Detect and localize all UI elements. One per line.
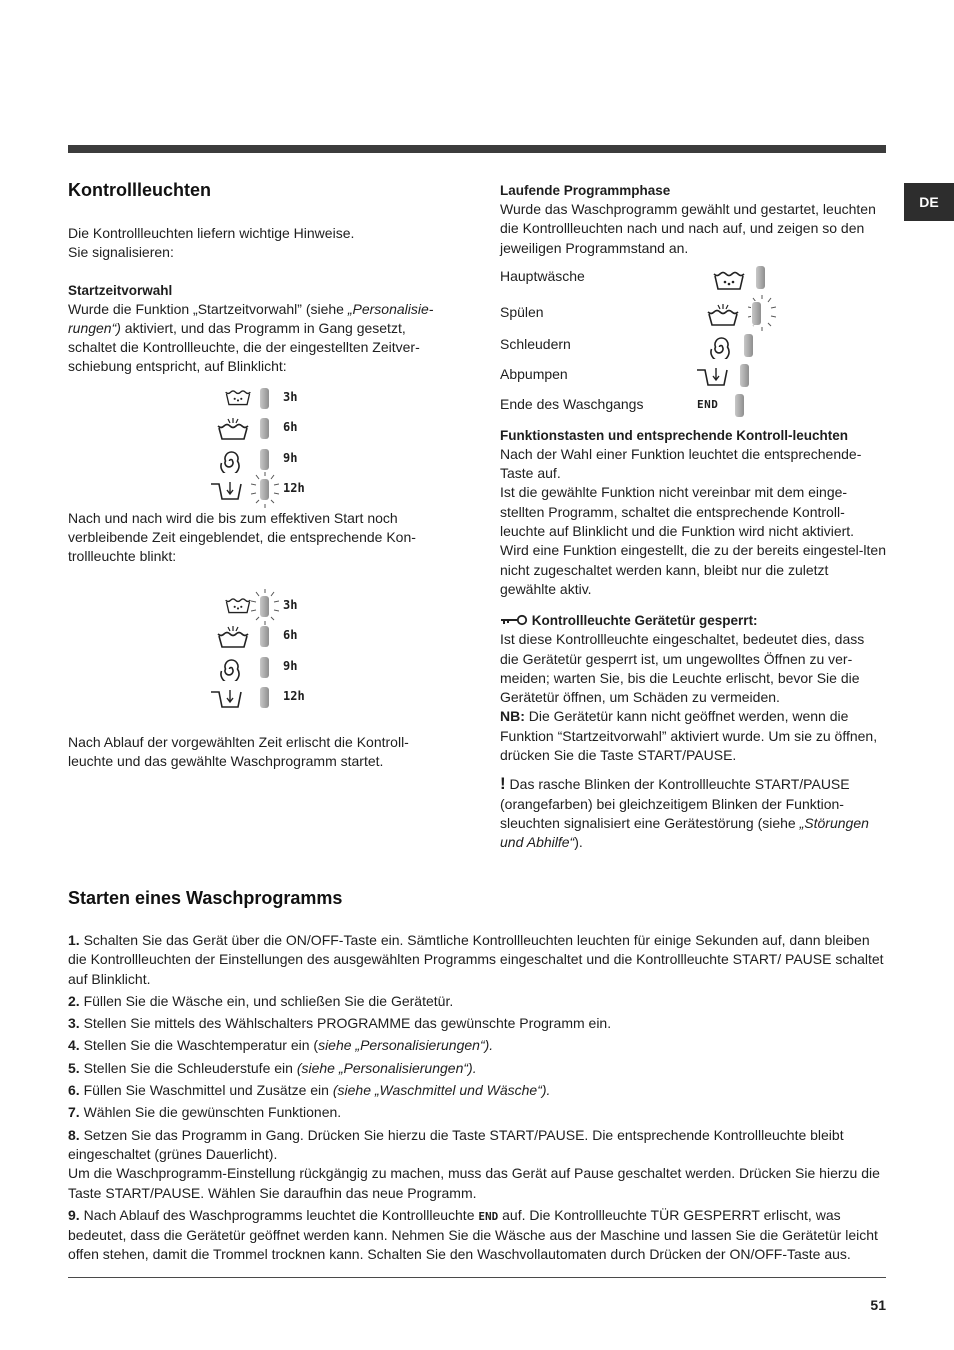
indicator-lamp [744, 334, 753, 357]
phase-label: Abpumpen [500, 365, 568, 382]
step-8-continuation: Um die Waschprogramm-Einstellung rückgängig zu machen, muss das Gerät auf Pause geschaltet werden. Drücken Sie hierzu die Taste START/PAUSE. Wählen Sie daraufhin das neue Programm. [68, 1165, 880, 1201]
phase-heading: Laufende Programmphase [500, 183, 671, 198]
indicator-lamp-blinking [260, 596, 269, 617]
right-column [500, 181, 886, 853]
indicator-lamp [260, 626, 269, 647]
indicator-lamp [260, 657, 269, 678]
warning-reference: „Störungen und Abhilfe“ [500, 814, 869, 851]
nb-paragraph [500, 707, 886, 765]
timer-label: 9h [283, 658, 298, 673]
timer2-row-3h [210, 593, 330, 624]
indicator-lamp [740, 364, 749, 387]
function-keys-heading: Funktionstasten und entsprechende Kontroll-leuchten [500, 427, 849, 443]
indicator-lamp-blinking [260, 479, 269, 500]
timer1-row-12h [210, 476, 330, 507]
indicator-lamp [260, 687, 269, 708]
warning-icon: ! [500, 774, 506, 794]
timer-label: 12h [283, 689, 305, 704]
drain-icon [210, 479, 244, 501]
spin-icon [214, 657, 248, 681]
door-lock-text: Ist diese Kontrollleuchte eingeschaltet, bedeutet dies, dass die Gerätetür gesperrt ist, um ungewolltes Öffnen zu ver-meiden; warten Sie, bis die Leuchte erlischt, bevor Sie die Gerätetür öffnen, um Schäden zu vermeiden. [500, 631, 865, 706]
timer-label: 12h [283, 481, 305, 496]
warning-paragraph [500, 774, 886, 852]
door-lock-heading-text: Kontrollleuchte Gerätetür gesperrt: [531, 613, 758, 629]
step-text: Stellen Sie die Waschtemperatur ein ( [79, 1037, 319, 1054]
step-item [68, 1081, 886, 1100]
step-number: 8. [68, 1126, 80, 1143]
phase-paragraph: Wurde das Waschprogramm gewählt und gestartet, leuchten die Kontrollleuchten nach und nach auf, und zeigen so den jeweiligen Programmstand an. [500, 201, 876, 256]
key-icon [500, 614, 528, 626]
step-number: 1. [68, 932, 80, 948]
step-reference: (siehe „Personalisierungen“). [296, 1059, 477, 1076]
phase-label: Schleudern [500, 335, 571, 352]
timer2-row-12h [210, 684, 330, 715]
step-number: 6. [68, 1082, 80, 1099]
startzeit-paragraph [68, 300, 448, 377]
phase-row-main-wash [500, 266, 886, 302]
rinse-icon [706, 304, 740, 326]
start-program-section [68, 888, 886, 1268]
step-number: 7. [68, 1104, 80, 1121]
step-text: Wählen Sie die gewünschten Funktionen. [79, 1104, 342, 1121]
phase-row-spin [500, 334, 886, 364]
timer1-row-6h [210, 415, 330, 446]
indicator-lamp-blinking [752, 302, 761, 325]
indicator-lamp [735, 394, 744, 417]
function-keys-text-3: Wird eine Funktion eingestellt, die zu der bereits eingestel-lten nicht zugeschaltet werden kann, bleibt nur die zuletzt gewählte aktiv. [500, 542, 886, 597]
function-keys-text-2: Ist die gewählte Funktion nicht vereinbar mit dem einge-stellten Programm, schaltet die entsprechende Kontroll-leuchte auf Blinklicht und die Funktion wird nicht aktiviert. [500, 484, 855, 540]
door-lock-heading [500, 611, 886, 630]
indicator-lamp [260, 388, 269, 409]
page-number: 51 [870, 1297, 886, 1313]
startzeit-text-b: aktiviert, und das Programm in Gang gesetzt, schaltet die Kontrollleuchte, die der eingestellten Zeitver-schiebung entspricht, auf Blinklicht: [68, 319, 420, 375]
step-text: Schalten Sie das Gerät über die ON/OFF-Taste ein. Sämtliche Kontrollleuchten leuchten für einige Sekunden auf, dann bleiben die Kontrollleuchten der Einstellungen des ausgewählten Programms eingeschaltet und die Kontrollleuchte START/ PAUSE schaltet auf Blinklicht. [68, 932, 884, 987]
drain-icon [696, 365, 730, 387]
left-column [68, 180, 448, 771]
indicator-lamp [756, 266, 765, 289]
timer-label: 6h [283, 628, 298, 643]
step-number: 3. [68, 1015, 80, 1032]
timer-diagram-1 [210, 385, 330, 507]
end-paragraph: Nach Ablauf der vorgewählten Zeit erlischt die Kontroll-leuchte und das gewählte Waschprogramm startet. [68, 733, 409, 769]
spin-icon [214, 449, 248, 473]
step-text: Stellen Sie mittels des Wählschalters PROGRAMME das gewünschte Programm ein. [79, 1015, 612, 1032]
main-wash-icon [224, 388, 252, 408]
step-item [68, 1059, 886, 1078]
timer-diagram-2 [210, 593, 330, 715]
step-item [68, 1126, 886, 1165]
phase-label: Ende des Waschgangs [500, 395, 644, 412]
nb-text: Die Gerätetür kann nicht geöffnet werden, wenn die Funktion “Startzeitvorwahl” aktiviert wurde. Um sie zu öffnen, drücken Sie die Taste START/PAUSE. [500, 708, 878, 764]
step-text: Setzen Sie das Programm in Gang. Drücken Sie hierzu die Taste START/PAUSE. Die entsprechende Kontrollleuchte bleibt eingeschaltet (grünes Dauerlicht). [68, 1126, 844, 1162]
step-item [68, 1014, 886, 1033]
section-title-starten: Starten eines Waschprogramms [68, 888, 343, 908]
startzeit-text-a: Wurde die Funktion „Startzeitvorwahl” (siehe [68, 300, 348, 317]
intro-line-2: Sie signalisieren: [68, 244, 174, 261]
header-rule [68, 145, 886, 153]
timer-label: 3h [283, 389, 298, 404]
phase-diagram [500, 266, 886, 426]
timer2-row-6h [210, 623, 330, 654]
rinse-icon [216, 418, 250, 440]
spin-icon [704, 335, 738, 359]
timer1-row-3h [210, 385, 330, 416]
startzeit-heading: Startzeitvorwahl [68, 282, 173, 298]
step-item [68, 992, 886, 1011]
indicator-lamp [260, 449, 269, 470]
end-symbol: END [478, 1209, 499, 1223]
warning-text-b: ). [574, 834, 583, 851]
phase-label: Spülen [500, 303, 544, 320]
step-number: 2. [68, 992, 80, 1009]
step-item [68, 1103, 886, 1122]
step-item [68, 1036, 886, 1055]
step-reference: (siehe „Waschmittel und Wäsche“). [332, 1082, 551, 1099]
step-number: 4. [68, 1037, 80, 1054]
timer2-row-9h [210, 654, 330, 685]
section-title-kontrollleuchten: Kontrollleuchten [68, 180, 211, 200]
drain-icon [210, 687, 244, 709]
phase-row-end [500, 394, 886, 426]
step-text: Füllen Sie die Wäsche ein, und schließen Sie die Gerätetür. [79, 992, 454, 1009]
step-number: 9. [68, 1206, 80, 1223]
indicator-lamp [260, 418, 269, 439]
step-text: Füllen Sie Waschmittel und Zusätze ein [79, 1082, 333, 1099]
steps-list [68, 931, 886, 1265]
footer-rule [68, 1277, 886, 1278]
language-tab: DE [904, 183, 954, 221]
step-text-b: auf. Die Kontrollleuchte TÜR GESPERRT erlischt, was bedeutet, dass die Gerätetür geöffnet werden kann. Nehmen Sie die Wäsche aus der Maschine und lassen Sie die Gerätetür leicht offen stehen, damit die Trommel trocknen kann. Schalten Sie den Waschvollautomaten durch Drücken der ON/OFF-Taste aus. [68, 1206, 878, 1263]
step-number: 5. [68, 1059, 80, 1076]
step-text: Stellen Sie die Schleuderstufe ein [79, 1059, 297, 1076]
intro-line-1: Die Kontrollleuchten liefern wichtige Hinweise. [68, 225, 355, 241]
phase-row-rinse [500, 302, 886, 334]
startzeit-reference: „Personalisie-rungen“) [68, 300, 434, 336]
timer-label: 6h [283, 420, 298, 435]
step-text-a: Nach Ablauf des Waschprogramms leuchtet die Kontrollleuchte [79, 1206, 479, 1223]
step-item [68, 1206, 886, 1265]
end-symbol: END [697, 397, 719, 411]
function-keys-text-1: Nach der Wahl einer Funktion leuchtet die entsprechende-Taste auf. [500, 445, 862, 482]
phase-row-drain [500, 364, 886, 394]
step-item [68, 931, 886, 989]
phase-label: Hauptwäsche [500, 267, 585, 284]
nb-label: NB: [500, 708, 525, 725]
rinse-icon [216, 626, 250, 648]
timer-label: 9h [283, 450, 298, 465]
middle-paragraph: Nach und nach wird die bis zum effektiven Start noch verbleibende Zeit eingeblendet, die entsprechende Kon-trollleuchte blinkt: [68, 509, 416, 565]
warning-text-a: Das rasche Blinken der Kontrollleuchte START/PAUSE (orangefarben) bei gleichzeitigem Blinken der Funktion-sleuchten signalisiert eine Gerätestörung (siehe [500, 776, 850, 831]
main-wash-icon [712, 270, 746, 292]
step-reference: siehe „Personalisierungen“). [318, 1037, 494, 1054]
main-wash-icon [224, 596, 252, 616]
timer-label: 3h [283, 597, 298, 612]
